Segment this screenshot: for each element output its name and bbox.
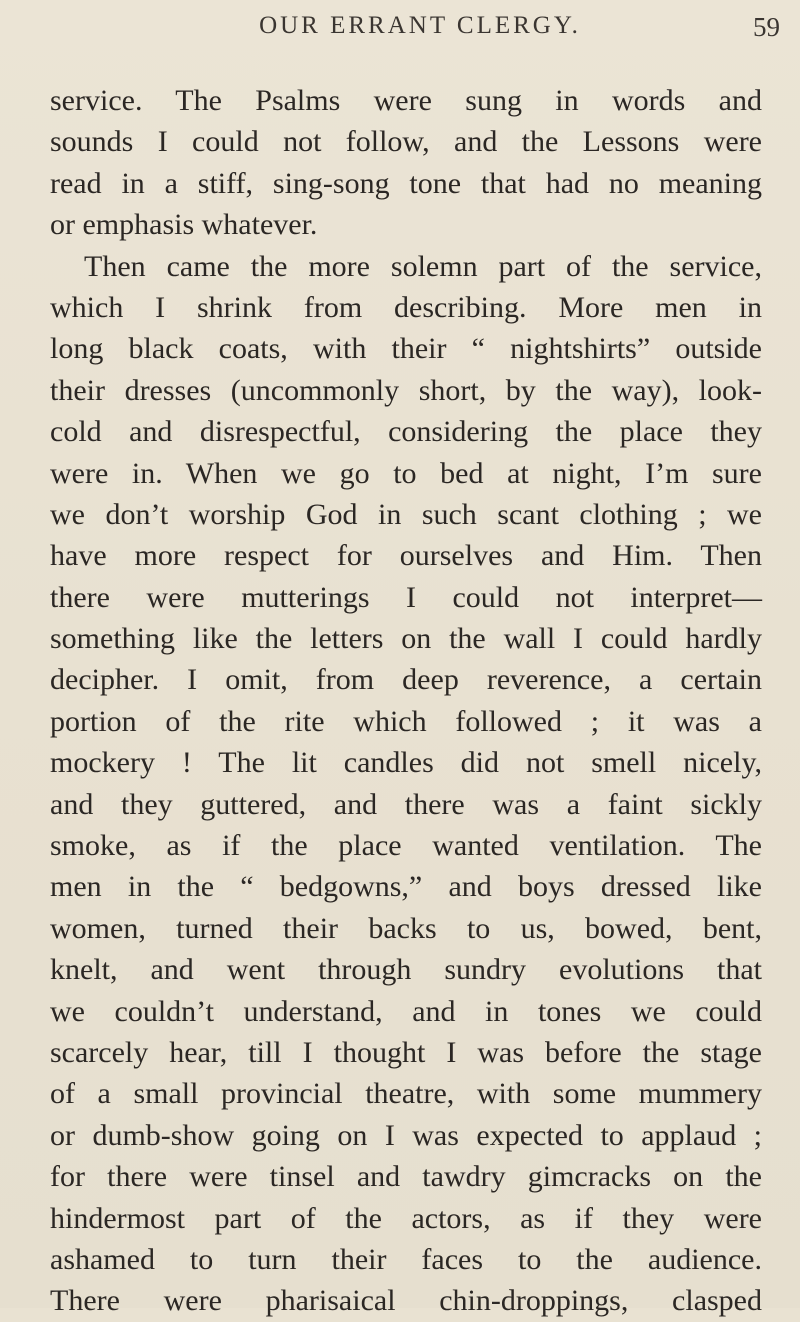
text-line: cold and disrespectful, considering the place they xyxy=(50,415,762,449)
text-line: of a small provincial theatre, with some mummery xyxy=(50,1077,762,1111)
text-line: scarcely hear, till I thought I was before the stage xyxy=(50,1035,762,1069)
text-line: their dresses (uncommonly short, by the way), look- xyxy=(50,373,762,407)
text-line: ashamed to turn their faces to the audience. xyxy=(50,1242,762,1276)
text-line: decipher. I omit, from deep reverence, a certain xyxy=(50,663,762,697)
text-line: read in a stiff, sing-song tone that had no meaning xyxy=(50,166,762,200)
text-line: Then came the more solemn part of the service, xyxy=(84,249,762,283)
text-line: mockery ! The lit candles did not smell nicely, xyxy=(50,746,762,780)
text-line: we couldn’t understand, and in tones we could xyxy=(50,994,762,1028)
text-line: something like the letters on the wall I could hardly xyxy=(50,622,762,656)
text-line: sounds I could not follow, and the Lessons were xyxy=(50,125,762,159)
body-text xyxy=(50,80,762,1322)
text-line: were in. When we go to bed at night, I’m sure xyxy=(50,456,762,490)
text-line: hindermost part of the actors, as if they were xyxy=(50,1201,762,1235)
running-title: OUR ERRANT CLERGY. xyxy=(259,12,581,39)
running-head xyxy=(60,12,780,52)
text-line: there were mutterings I could not interpret— xyxy=(50,580,762,614)
text-line: knelt, and went through sundry evolutions that xyxy=(50,953,762,987)
text-line: which I shrink from describing. More men in xyxy=(50,290,762,324)
page-number: 59 xyxy=(753,12,780,42)
text-line: and they guttered, and there was a faint sickly xyxy=(50,787,762,821)
text-line: have more respect for ourselves and Him. Then xyxy=(50,539,762,573)
text-line: women, turned their backs to us, bowed, bent, xyxy=(50,911,762,945)
text-line: or dumb-show going on I was expected to applaud ; xyxy=(50,1118,762,1152)
text-line: There were pharisaical chin-droppings, clasped xyxy=(50,1284,762,1318)
text-line: for there were tinsel and tawdry gimcracks on the xyxy=(50,1160,762,1194)
text-line: or emphasis whatever. xyxy=(50,208,318,242)
text-line: men in the “ bedgowns,” and boys dressed like xyxy=(50,870,762,904)
text-line: long black coats, with their “ nightshirts” outside xyxy=(50,332,762,366)
text-line: smoke, as if the place wanted ventilation. The xyxy=(50,829,762,863)
text-line: portion of the rite which followed ; it was a xyxy=(50,704,762,738)
text-line: service. The Psalms were sung in words and xyxy=(50,84,762,117)
text-line: we don’t worship God in such scant clothing ; we xyxy=(50,497,762,531)
